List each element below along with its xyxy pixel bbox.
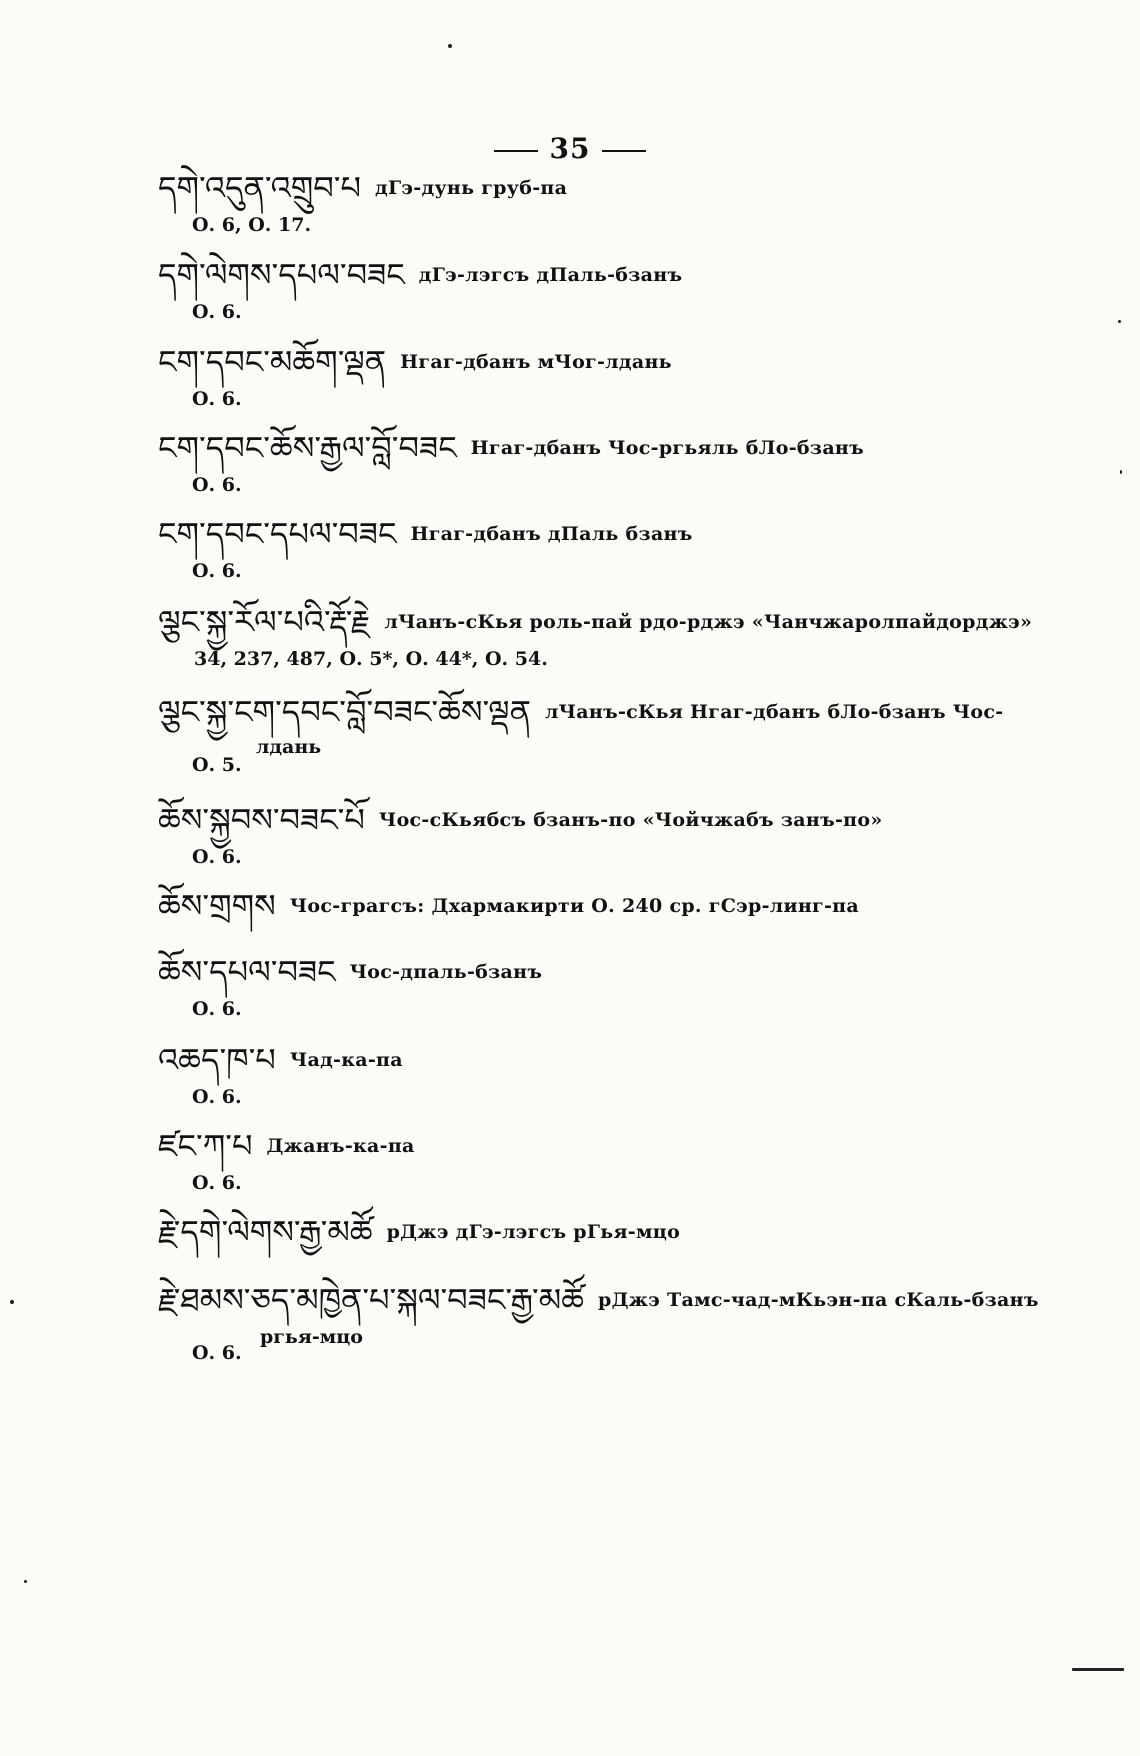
tibetan-term: ཆོས་གྲགས xyxy=(158,887,276,925)
index-entry xyxy=(158,1280,1039,1364)
index-entry xyxy=(158,692,1004,776)
index-entry xyxy=(158,886,990,926)
entry-reference: О. 6. xyxy=(192,301,242,323)
entry-reference: О. 6. xyxy=(192,1172,242,1194)
tibetan-term: ཛང་ཀ་པ xyxy=(158,1127,253,1165)
index-entry xyxy=(158,514,990,582)
tibetan-term: ངག་དབང་དཔལ་བཟང xyxy=(158,515,397,553)
entry-reference: О. 6. xyxy=(192,474,242,496)
russian-transliteration: рДжэ дГэ-лэгсъ рГья-мцо xyxy=(386,1221,681,1243)
entry-reference: О. 6. xyxy=(192,846,242,868)
russian-transliteration: Нгаг-дбанъ дПаль бзанъ xyxy=(410,523,693,545)
russian-continuation: лдань xyxy=(256,736,322,758)
index-entry xyxy=(158,168,990,236)
scan-speck xyxy=(10,1300,14,1304)
entry-reference: 34, 237, 487, О. 5*, О. 44*, О. 54. xyxy=(194,648,548,670)
entry-reference: О. 6. xyxy=(192,388,242,410)
scan-mark xyxy=(1072,1668,1124,1671)
russian-transliteration: лЧанъ-сКья Нгаг-дбанъ бЛо-бзанъ Чос- xyxy=(544,701,1004,723)
tibetan-term: འཆད་ཁ་པ xyxy=(158,1041,276,1079)
entry-reference: О. 6. xyxy=(192,1342,242,1364)
page-number: 35 xyxy=(0,132,1140,165)
index-entry xyxy=(158,428,990,496)
russian-transliteration: Нгаг-дбанъ мЧог-лдань xyxy=(400,351,672,373)
russian-transliteration: Чад-ка-па xyxy=(289,1049,403,1071)
index-entry xyxy=(158,1126,990,1194)
tibetan-term: ལྕང་སྐྱ་ངག་དབང་བློ་བཟང་ཆོས་ལྡན xyxy=(158,693,531,731)
russian-transliteration: Нгаг-дбанъ Чос-ргьяль бЛо-бзанъ xyxy=(470,437,865,459)
index-entry xyxy=(158,342,990,410)
entry-reference: О. 5. xyxy=(192,754,242,776)
entry-reference: О. 6. xyxy=(192,1086,242,1108)
tibetan-term: ངག་དབང་ཆོས་རྒྱལ་བློ་བཟང xyxy=(158,429,457,467)
scan-speck xyxy=(1118,320,1121,323)
entry-reference: О. 6, О. 17. xyxy=(192,214,312,236)
scan-speck xyxy=(448,44,452,48)
tibetan-term: ངག་དབང་མཆོག་ལྡན xyxy=(158,343,387,381)
russian-transliteration: лЧанъ-сКья роль-пай рдо-рджэ «Чанчжаролпайдорджэ» xyxy=(384,611,1033,633)
russian-transliteration: Джанъ-ка-па xyxy=(266,1135,415,1157)
russian-transliteration: Чос-дпаль-бзанъ xyxy=(349,961,543,983)
index-entry xyxy=(158,255,990,323)
russian-transliteration: дГэ-лэгсъ дПаль-бзанъ xyxy=(418,264,683,286)
index-entry xyxy=(158,952,990,1020)
index-entry xyxy=(158,602,1033,670)
tibetan-term: དགེ་འདུན་འགྲུབ་པ xyxy=(158,169,362,207)
tibetan-term: དགེ་ལེགས་དཔལ་བཟང xyxy=(158,256,405,294)
index-entry xyxy=(158,1212,990,1252)
scan-speck xyxy=(1120,470,1122,474)
scan-speck xyxy=(24,1580,27,1583)
russian-transliteration: рДжэ Тамс-чад-мКьэн-па сКаль-бзанъ xyxy=(598,1289,1039,1311)
entry-reference: О. 6. xyxy=(192,560,242,582)
tibetan-term: ཆོས་སྐྱབས་བཟང་པོ xyxy=(158,801,365,839)
index-entry xyxy=(158,800,990,868)
russian-transliteration: Чос-грагсъ: Дхармакирти О. 240 ср. гСэр-линг-па xyxy=(289,895,859,917)
entry-reference: О. 6. xyxy=(192,998,242,1020)
tibetan-term: རྗེ་ཐམས་ཅད་མཁྱེན་པ་སྐལ་བཟང་རྒྱ་མཚོ xyxy=(158,1281,584,1319)
page-number-dash-right xyxy=(602,150,646,152)
tibetan-term: ཆོས་དཔལ་བཟང xyxy=(158,953,336,991)
russian-transliteration: Чос-сКьябсъ бзанъ-по «Чойчжабъ занъ-по» xyxy=(378,809,883,831)
index-entry xyxy=(158,1040,990,1108)
russian-continuation: ргья-мцо xyxy=(260,1326,363,1348)
tibetan-term: ལྕང་སྐྱ་རོལ་པའི་རྡོ་རྗེ xyxy=(158,603,371,641)
tibetan-term: རྗེ་དགེ་ལེགས་རྒྱ་མཚོ xyxy=(158,1213,373,1251)
page-number-dash-left xyxy=(494,150,538,152)
russian-transliteration: дГэ-дунь груб-па xyxy=(375,177,568,199)
